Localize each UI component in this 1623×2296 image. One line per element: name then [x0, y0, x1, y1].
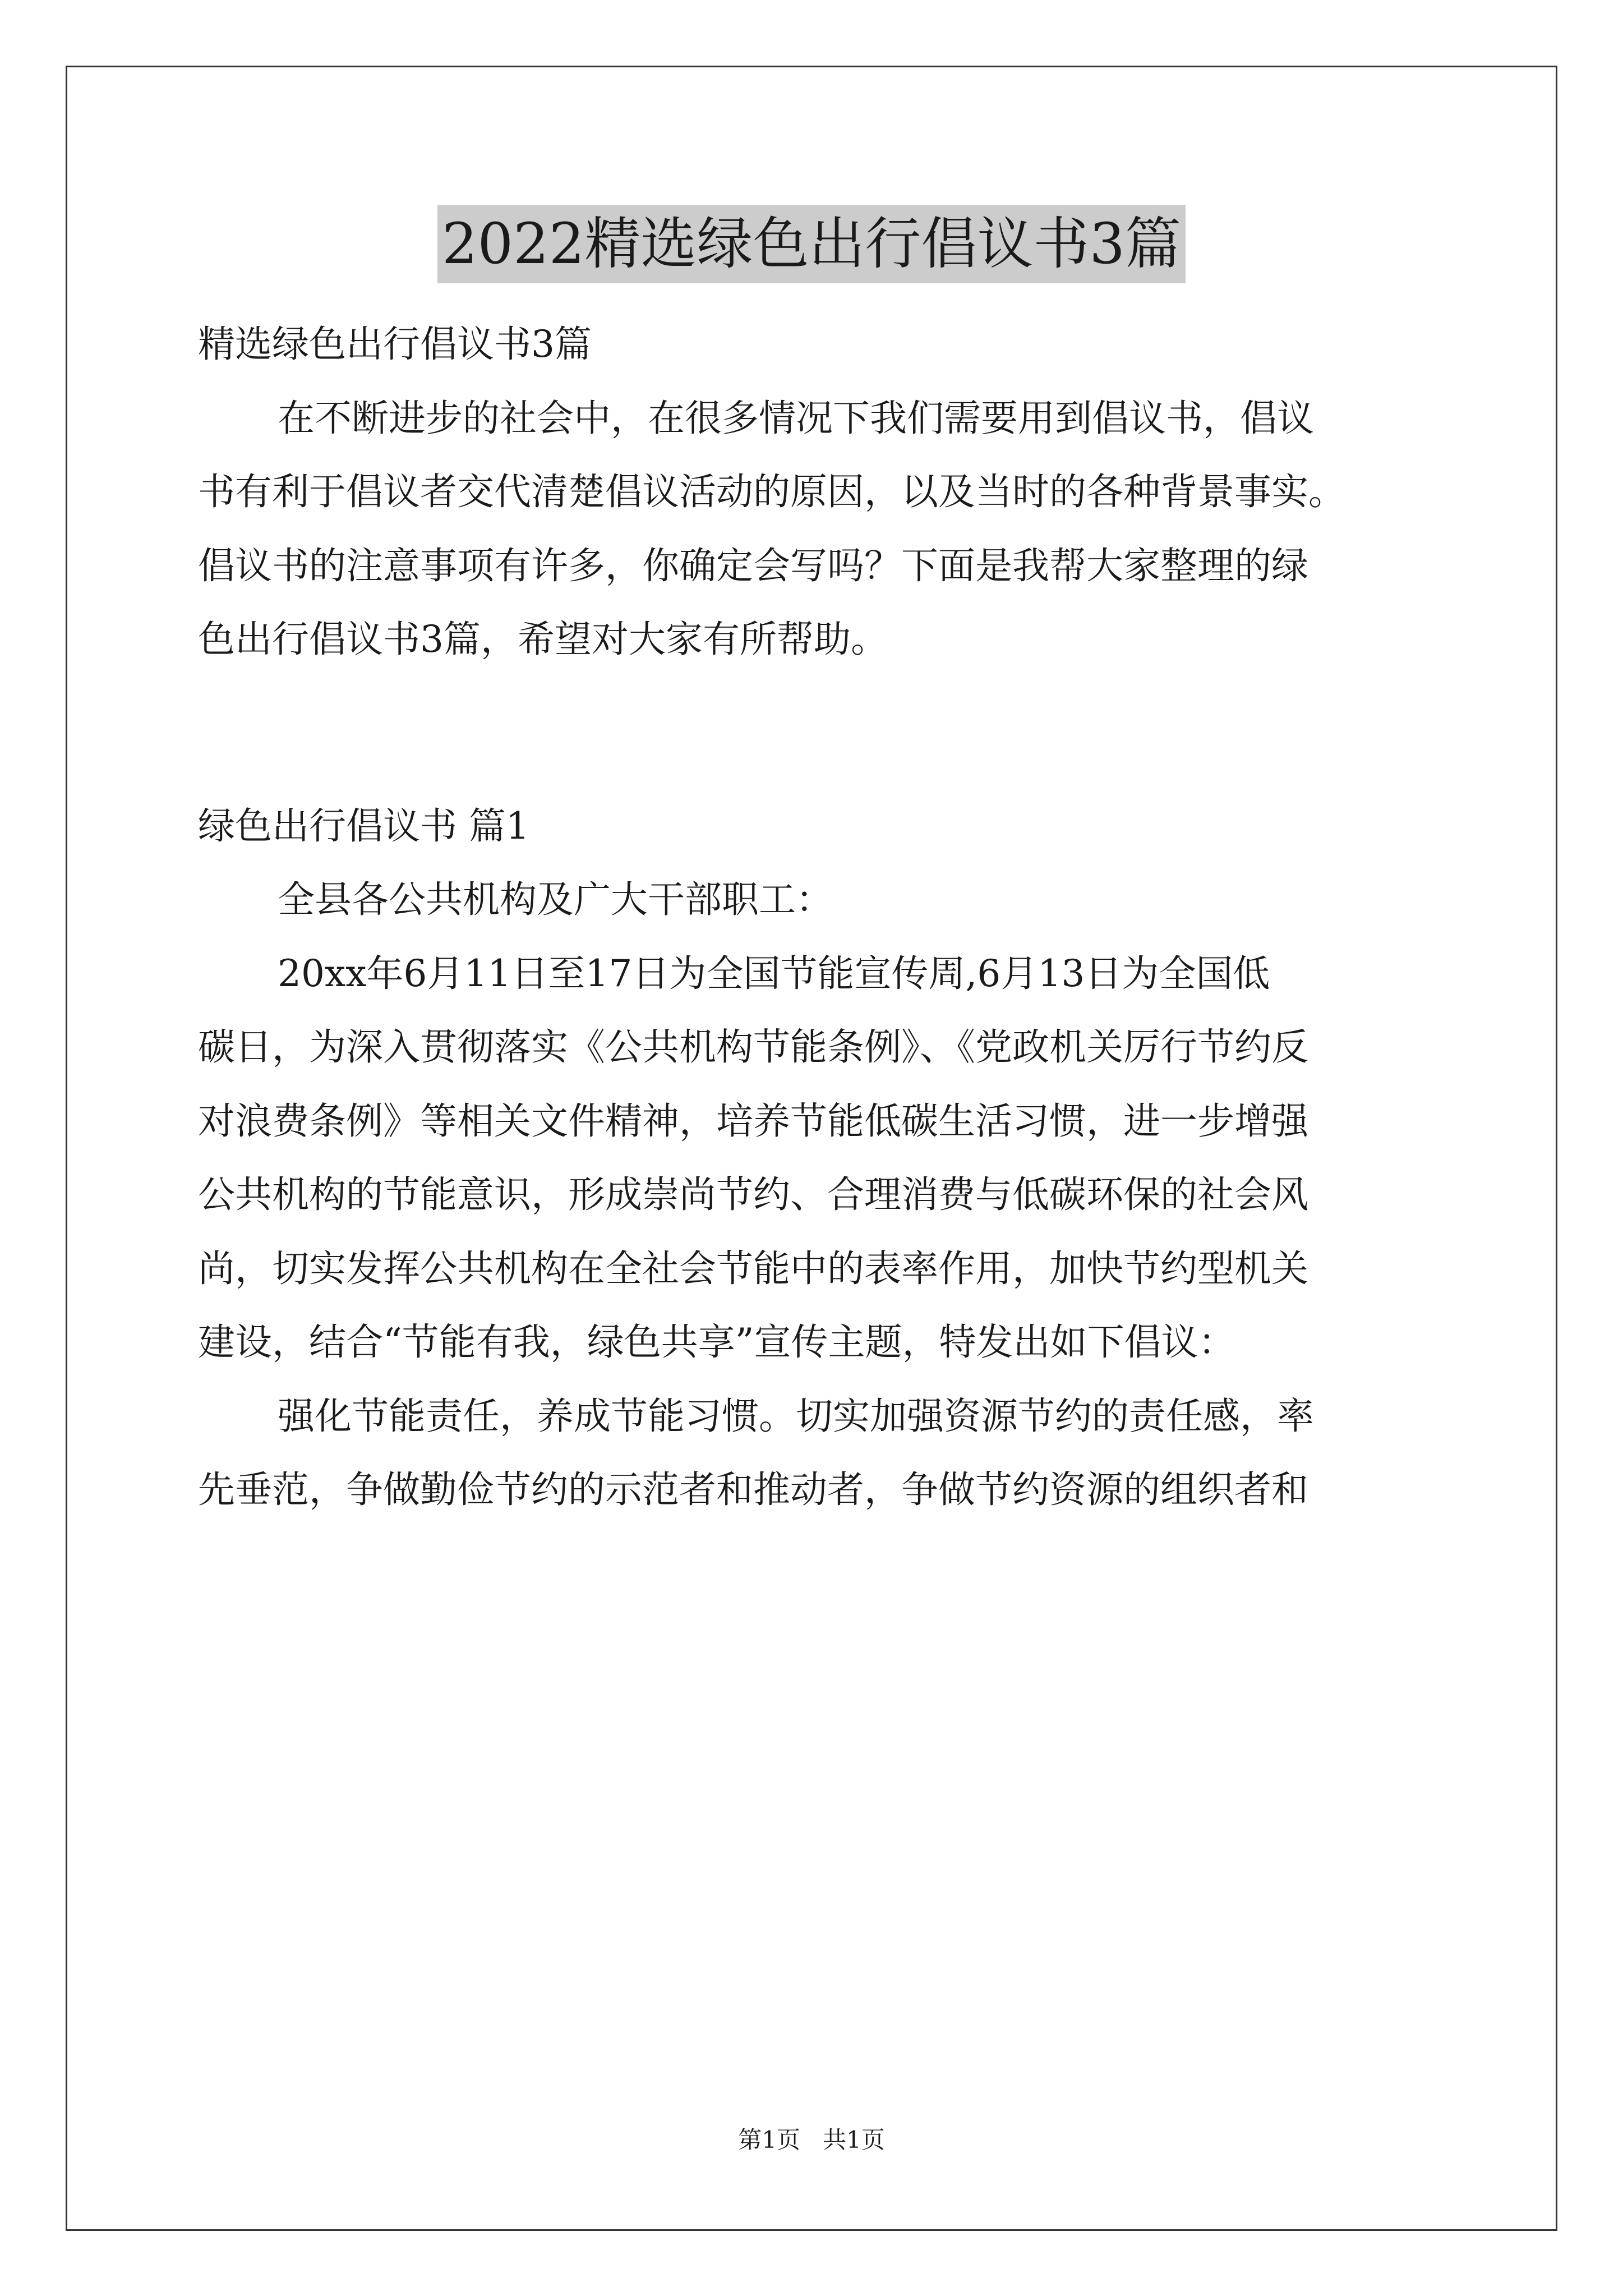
body-line: 公共机构的节能意识，形成崇尚节约、合理消费与低碳环保的社会风	[198, 1173, 1308, 1216]
body-line: 对浪费条例》等相关文件精神，培养节能低碳生活习惯，进一步增强	[198, 1099, 1308, 1143]
salutation: 全县各公共机构及广大干部职工：	[278, 878, 833, 921]
body-line: 碳日，为深入贯彻落实《公共机构节能条例》、《党政机关厉行节约反	[198, 1025, 1308, 1069]
intro-line: 色出行倡议书3篇，希望对大家有所帮助。	[198, 618, 888, 661]
body-line: 20xx年6月11日至17日为全国节能宣传周,6月13日为全国低	[278, 951, 1270, 995]
intro-line: 书有利于倡议者交代清楚倡议活动的原因，以及当时的各种背景事实。	[198, 470, 1345, 513]
item-line: 先垂范，争做勤俭节约的示范者和推动者，争做节约资源的组织者和	[198, 1468, 1308, 1511]
item-line: 强化节能责任，养成节能习惯。切实加强资源节约的责任感，率	[278, 1394, 1314, 1438]
intro-line: 倡议书的注意事项有许多，你确定会写吗？下面是我帮大家整理的绿	[198, 544, 1308, 587]
section-heading: 绿色出行倡议书 篇1	[198, 804, 529, 848]
document-title	[0, 205, 1623, 283]
intro-line: 在不断进步的社会中，在很多情况下我们需要用到倡议书，倡议	[278, 396, 1314, 440]
body-line: 建设，结合“节能有我，绿色共享”宣传主题，特发出如下倡议：	[198, 1320, 1235, 1364]
document-subtitle: 精选绿色出行倡议书3篇	[198, 323, 592, 366]
document-title-text: 2022精选绿色出行倡议书3篇	[437, 205, 1186, 283]
page-footer: 第1页 共1页	[738, 2126, 885, 2154]
document-body	[198, 307, 1437, 1527]
body-line: 尚，切实发挥公共机构在全社会节能中的表率作用，加快节约型机关	[198, 1246, 1308, 1290]
